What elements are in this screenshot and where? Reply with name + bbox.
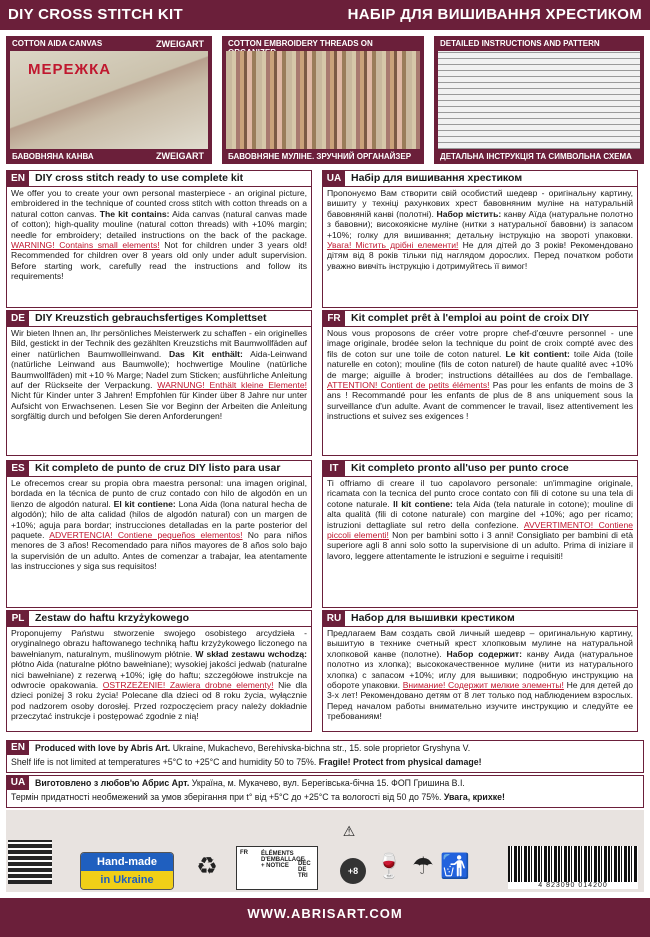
recycle-icon: ♻ — [196, 853, 218, 880]
section-title: Kit completo de punto de cruz DIY listo para usar — [35, 462, 281, 474]
lang-code: EN — [7, 741, 29, 755]
website-url[interactable]: WWW.ABRISART.COM — [247, 906, 403, 921]
section-title: Kit complet prêt à l'emploi au point de croix DIY — [351, 312, 590, 324]
age-badge: +8 — [340, 858, 366, 884]
warning-text: AVVERTIMENTO! Contiene piccoli elementi! — [327, 519, 633, 541]
photo-instructions-caption-bottom: ДЕТАЛЬНА ІНСТРУКЦІЯ ТА СИМВОЛЬНА СХЕМА — [440, 152, 632, 161]
barcode: 4 823090 014200 — [508, 846, 638, 888]
lang-code: UA — [7, 776, 29, 790]
section-body: Le ofrecemos crear su propia obra maestra personal: una imagen original, bordada en la técnica de punto de cruz contado con hilo de algodón en un lienzo de algodón natural. El kit contiene: Lona Aida (lona natural hecha de algodón); hilo de alta calidad (hilos de algodón natural) con un margen de +10%; aguja para bordar; instrucciones detalladas en la parte posterior del paquete. ADVERTENCIA! Contiene pequeños elementos! No para niños menores de 3 años! Recomendado para niños mayores de 8 años solo bajo la supervisión de un adulto. Antes de comenzar a trabajar, lea atentamente las instrucciones y siga sus requisitos! — [11, 478, 308, 572]
warning-text: Увага! Містить дрібні елементи! — [327, 240, 459, 251]
lang-code: ES — [7, 461, 29, 476]
section-title: Набір для вишивання хрестиком — [351, 172, 523, 184]
lang-code: EN — [7, 171, 29, 186]
section-body: Предлагаем Вам создать свой личный шедевр – оригинальную картину, вышитую в технике счетный крест хлопковым мулине на натуральной хлопковой канве (полотне). Набор содержит: канву Аида (натуральное полотно из хлопка); высококачественное мулине (нити из натурального хлопка) с запасом +10%; иглу для вышивки; подробную инструкцию на обороте упаковки. Внимание! Содержит мелкие элементы! Не для детей до 3-х лет! Рекомендовано детям от 8 лет только под наблюдением взрослых. Перед началом работы внимательно изучите инструкцию и следуйте ее требованиям! — [327, 628, 633, 722]
lang-code: IT — [323, 461, 345, 476]
website-footer — [0, 898, 650, 937]
section-body: Пропонуємо Вам створити свій особистий шедевр - оригінальну картину, вишиту у техніці рахункових хрест бавовняним муліне на натуральній бавовняній канві (полотні). Набор містить: канву Аїда (натуральне полотно з бавовни); високоякісне муліне (нитки з натуральної бавовни) із запасом +10%; голку для вишивання; детальну інструкцію на звороті упаковки. Увага! Містить дрібні елементи! Не для дітей до 3 років! Рекомендовано дітям від 8 років тільки під наглядом дорослих. Перед початком роботи уважно вивчіть інструкцію і дотримуйтесь її вимог! — [327, 188, 634, 271]
footer-ua — [6, 775, 644, 808]
storage-line: Термін придатності необмежений за умов зберігання при t° від +5°C до +25°C та вологості від 50 до 75%. Увага, крихке! — [11, 792, 505, 802]
producer-line: Produced with love by Abris Art. Ukraine, Mukachevo, Berehivska-bichna str., 15. sole proprietor Gryshyna V. — [35, 743, 471, 753]
section-body: We offer you to create your own personal masterpiece - an original picture, embroidered in the technique of counted cross stitch with cotton threads on a natural cotton canvas. The kit contains: Aida canvas (natural canvas made of cotton); high-quality mouline (natural cotton threads) with +10% margin; needle for embroidery; detailed instructions on the back of the package. WARNING! Contains small elements! Not for children under 3 years old! Recommended for children over 8 years old only under adult supervision. Before starting work, carefully read the instructions and follow its requirements! — [11, 188, 308, 282]
photo-threads-caption-top: COTTON EMBROIDERY THREADS ON — [228, 39, 373, 48]
section-pl — [6, 610, 312, 732]
canvas-image — [10, 51, 208, 149]
warning-text: OSTRZEŻENIE! Zawiera drobne elementy! — [102, 680, 274, 691]
section-ru — [322, 610, 638, 732]
keep-dry-umbrella-icon: ☂ — [412, 853, 434, 880]
section-body: Nous vous proposons de créer votre propre chef-d'œuvre personnel - une image originale, brodée selon la technique du point de croix compté avec des fils de coton sur une toile de coton naturel. Le kit contient: toile Aida (toile naturelle en coton); mouline (fils de coton naturel) de haute qualité avec +10% de marge; aiguille à broder; instructions détaillées au dos de l'emballage. ATTENTION! Contient de petits éléments! Pas pour les enfants de moins de 3 ans ! Recommandé pour les enfants de plus de 8 ans uniquement sous la surveillance d'un adulte. Avant de commencer le travail, lisez attentivement les instructions et suivez ses exigences ! — [327, 328, 634, 422]
section-en — [6, 170, 312, 308]
photo-threads — [222, 36, 424, 164]
lang-code: RU — [323, 611, 345, 626]
triman-badge: FR ÉLÉMENTS D'EMBALLAGE + NOTICE DÉC DE TRI — [236, 846, 318, 890]
warning-text: WARNING! Contains small elements! — [11, 240, 160, 251]
section-body: Ti offriamo di creare il tuo capolavoro personale: un'immagine originale, ricamata con la tecnica del punto croce contato con fili di cotone su una tela di cotone naturale. Il kit contiene: tela Aida (tela naturale in cotone); mouline di alta qualità (fili di cotone naturale) con margine del +10%; ago per ricamo; istruzioni dettagliate sul retro della confezione. AVVERTIMENTO! Contiene piccoli elementi! Non per bambini sotto i 3 anni! Consigliato per bambini di età superiore agli 8 anni solo sotto la supervisione di un adulto. Prima di iniziare il lavoro, leggere attentamente le istruzioni e seguirne i requisiti! — [327, 478, 634, 561]
footer-en — [6, 740, 644, 773]
warning-text: ATTENTION! Contient de petits éléments! — [327, 380, 490, 391]
handmade-badge: Hand-made in Ukraine — [80, 852, 174, 890]
photo-threads-caption-bottom: БАВОВНЯНЕ МУЛІНЕ. ЗРУЧНИЙ ОРГАНАЙЗЕР — [228, 152, 412, 161]
section-title: DIY Kreuzstich gebrauchsfertiges Komplettset — [35, 312, 267, 324]
threads-image — [226, 51, 420, 149]
section-ua — [322, 170, 638, 308]
lang-code: FR — [323, 311, 345, 326]
title-ua: НАБІР ДЛЯ ВИШИВАННЯ ХРЕСТИКОМ — [347, 6, 642, 23]
lang-code: UA — [323, 171, 345, 186]
section-title: Kit completo pronto all'uso per punto croce — [351, 462, 569, 474]
section-de — [6, 310, 312, 456]
producer-line: Виготовлено з любов'ю Абрис Арт. Україна, м. Мукачево, вул. Берегівська-бічна 15. ФОП Гришина В.І. — [35, 778, 465, 788]
fragile-glass-icon: 🍷 — [374, 853, 404, 880]
lang-code: PL — [7, 611, 29, 626]
section-fr — [322, 310, 638, 456]
photo-canvas — [6, 36, 212, 164]
title-en: DIY CROSS STITCH KIT — [8, 6, 183, 23]
tidy-man-icon: 🚮 — [440, 853, 470, 880]
warning-text: WARNUNG! Enthält kleine Elemente! — [157, 380, 307, 391]
qr-code-icon — [8, 840, 52, 884]
section-title: Набор для вышивки крестиком — [351, 612, 515, 624]
product-photos — [6, 36, 644, 164]
section-title: Zestaw do haftu krzyżykowego — [35, 612, 190, 624]
zweigart-logo-top: ZWEIGART — [156, 39, 204, 49]
photo-instructions-caption-top: DETAILED INSTRUCTIONS AND PATTERN — [440, 39, 600, 48]
warning-triangle-icon: ⚠ — [342, 823, 356, 839]
warning-text: Внимание! Содержит мелкие элементы! — [402, 680, 564, 691]
section-it — [322, 460, 638, 608]
top-banner — [0, 0, 650, 30]
photo-canvas-caption-top: COTTON AIDA CANVAS — [12, 39, 103, 48]
section-es — [6, 460, 312, 608]
section-title: DIY cross stitch ready to use complete kit — [35, 172, 244, 184]
zweigart-logo-bottom: ZWEIGART — [156, 151, 204, 161]
section-body: Wir bieten Ihnen an, Ihr persönliches Meisterwerk zu schaffen - ein originelles Bild, gestickt in der Technik des gezählten Kreuzstichs mit Baumwollfäden auf einer natürlichen Baumwollleinwand. Das Kit enthält: Aida-Leinwand (natürliche Leinwand aus Baumwolle); hochwertige Mouline (natürliche Baumwollfäden) mit +10 % Marge; Nadel zum Sticken; ausführliche Anleitung auf der Rückseite der Verpackung. WARNUNG! Enthält kleine Elemente! Nicht für Kinder unter 3 Jahren! Empfohlen für Kinder über 8 Jahre nur unter Aufsicht von Erwachsenen. Lesen Sie vor Beginn der Arbeiten die Anleitung sorgfältig durch und befolgen Sie deren Anforderungen! — [11, 328, 307, 422]
photo-instructions — [434, 36, 644, 164]
photo-canvas-caption-bottom: БАВОВНЯНА КАНВА — [12, 152, 94, 161]
merezhka-logo: МЕРЕЖКА — [28, 61, 112, 78]
pattern-image — [438, 51, 640, 149]
storage-line: Shelf life is not limited at temperatures +5°C to +25°C and humidity 50 to 75%. Fragile! Protect from physical damage! — [11, 757, 482, 767]
lang-code: DE — [7, 311, 29, 326]
section-body: Proponujemy Państwu stworzenie swojego osobistego arcydzieła - oryginalnego obrazu haftowanego techniką haftu krzyżykowego liczonego na bawełnianym, naturalnym, muślinowym płótnie. W skład zestawu wchodzą: płótno Aida (naturalne płótno bawełniane); wysokiej jakości jedwab (naturalne nici bawełniane) z rezerwą +10%; igłę do haftu; szczegółowe instrukcje na odwrocie opakowania. OSTRZEŻENIE! Zawiera drobne elementy! Nie dla dzieci poniżej 3 roku życia! Polecane dla dzieci od 8 roku życia, wyłącznie pod nadzorem osoby dorosłej. Przed rozpoczęciem pracy należy dokładnie przeczytać instrukcje i postępować zgodnie z nią! — [11, 628, 307, 722]
badges-strip — [6, 810, 644, 892]
warning-text: ADVERTENCIA! Contiene pequeños elementos! — [49, 530, 243, 541]
